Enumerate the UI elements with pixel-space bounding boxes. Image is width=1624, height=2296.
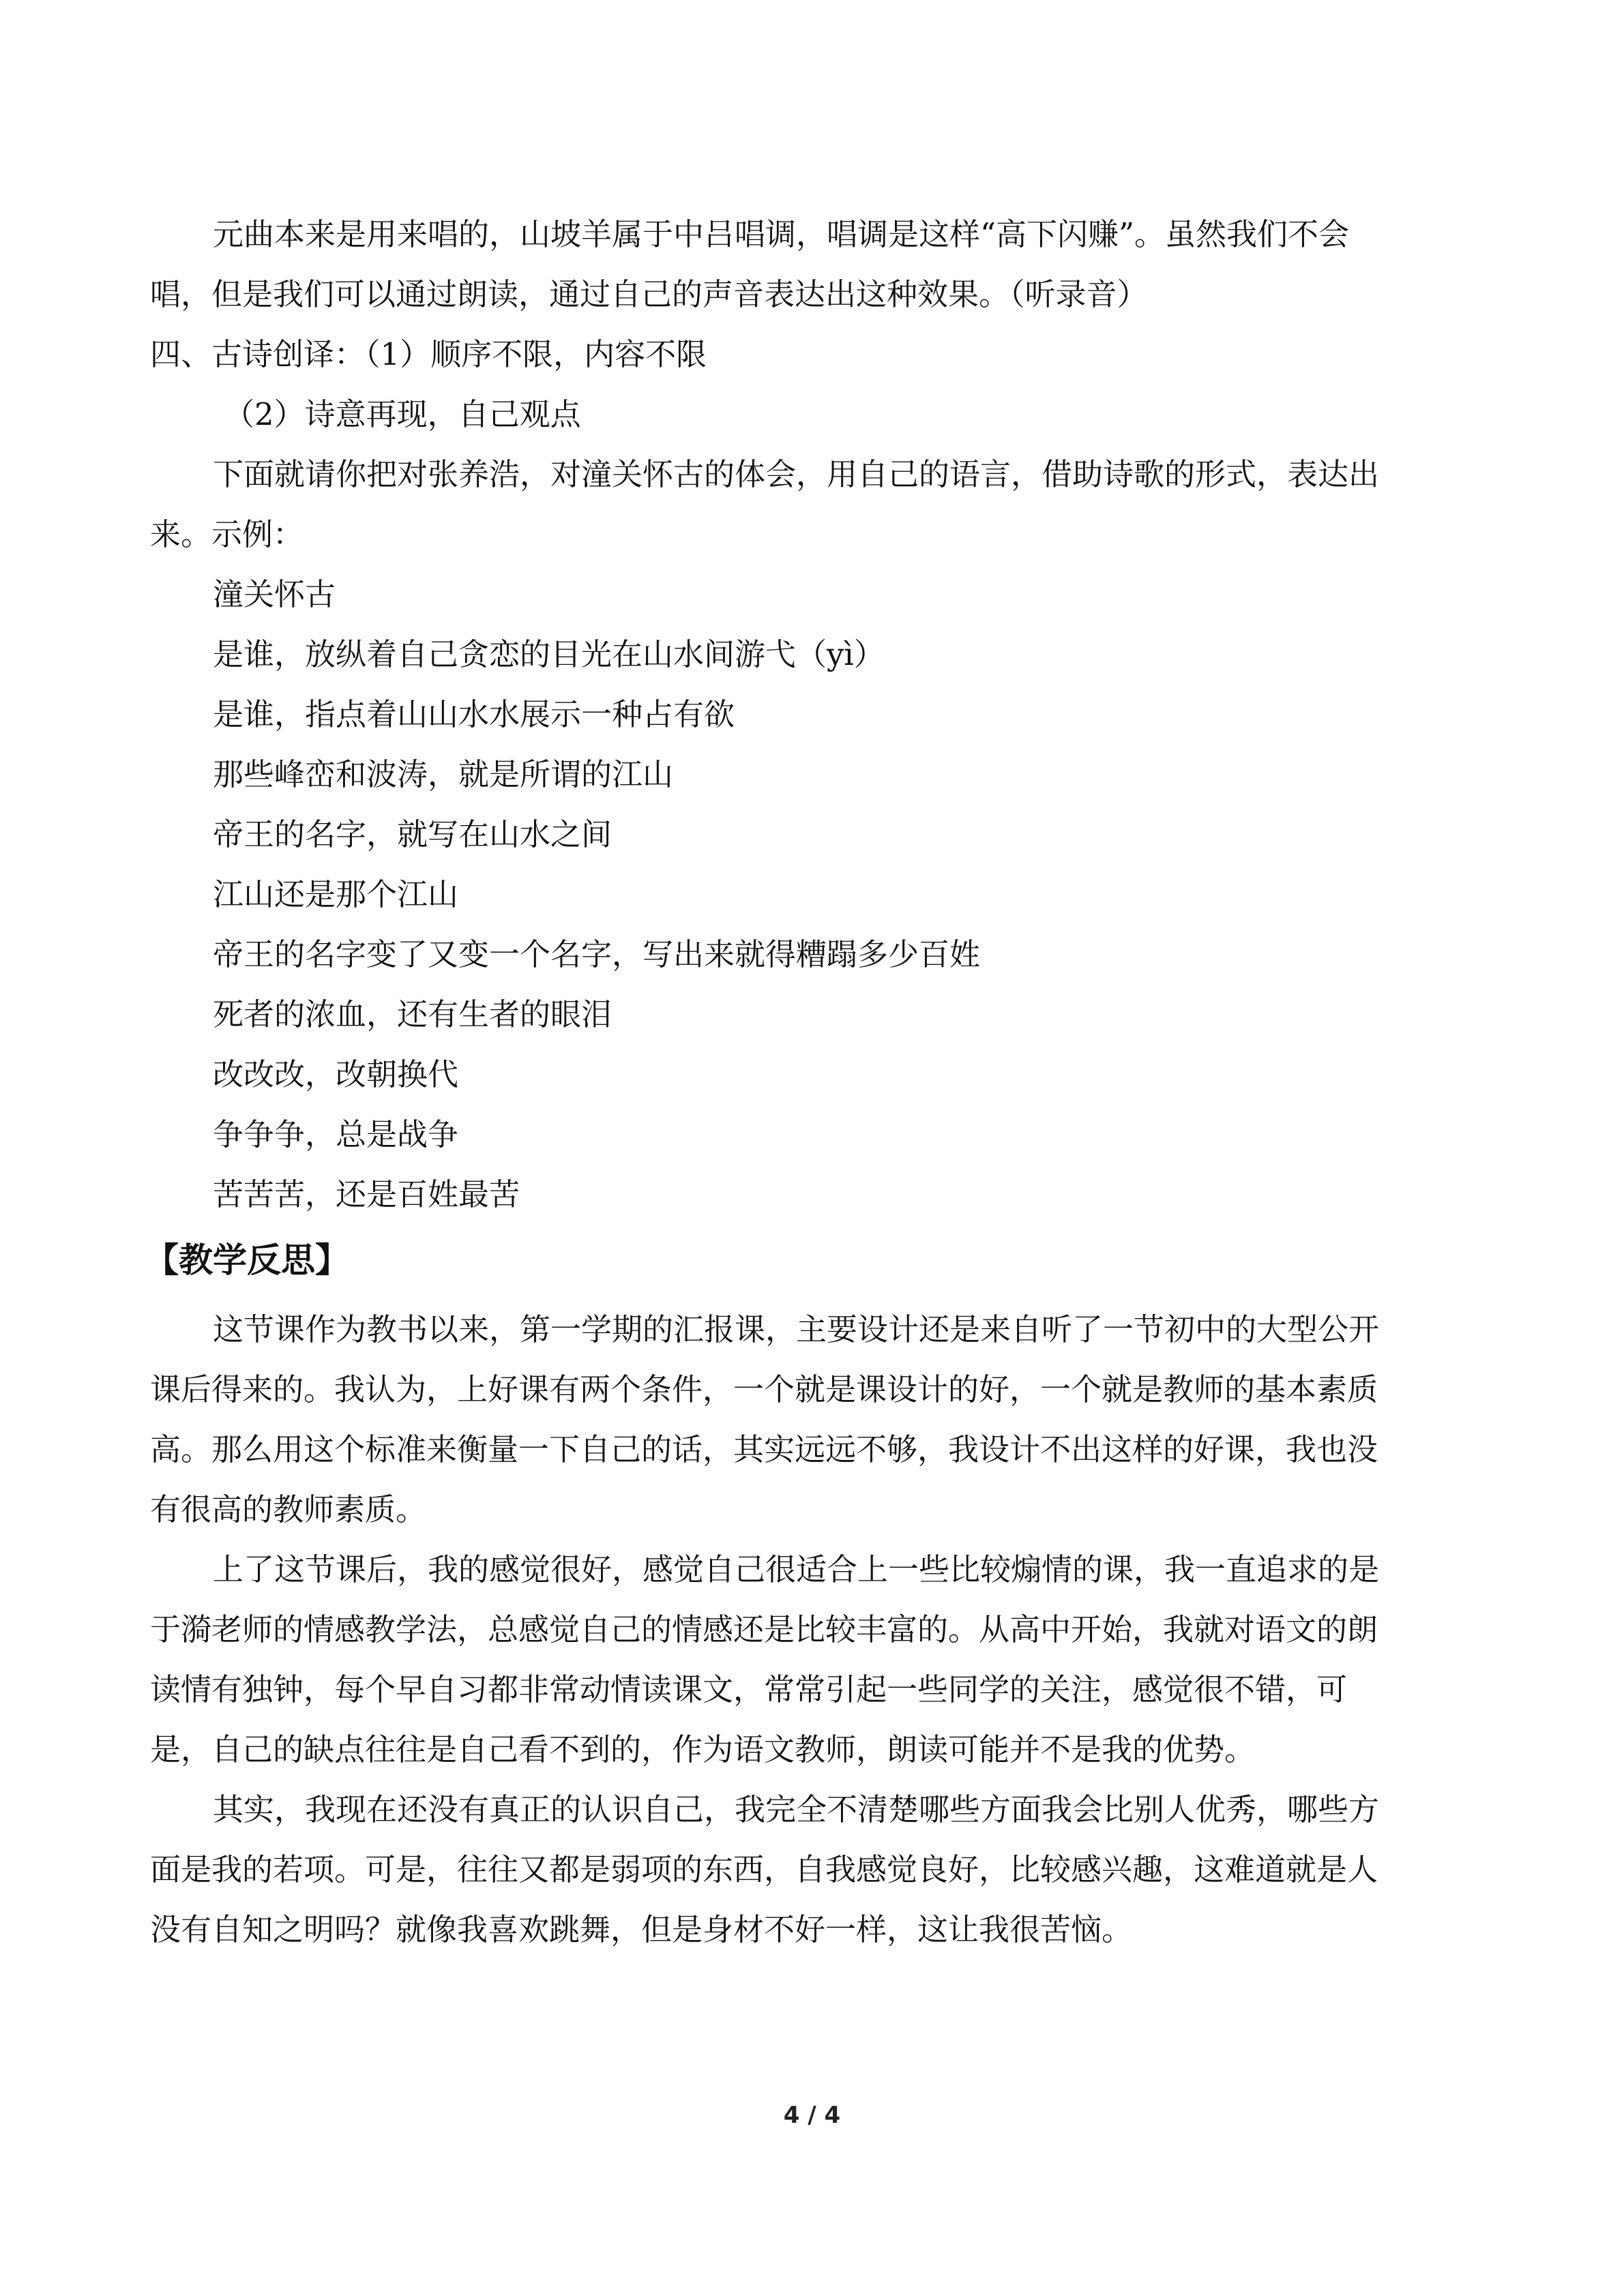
poem-line: 是谁，指点着山山水水展示一种占有欲 bbox=[213, 696, 735, 732]
reflection-paragraph bbox=[150, 1780, 1460, 1960]
poem-line: 死者的浓血，还有生者的眼泪 bbox=[213, 996, 612, 1032]
poem bbox=[150, 565, 1460, 1225]
page-number: 4 / 4 bbox=[783, 2102, 841, 2129]
poem-line: 改改改，改朝换代 bbox=[213, 1056, 459, 1092]
poem-title: 潼关怀古 bbox=[213, 576, 336, 612]
poem-line: 帝王的名字，就写在山水之间 bbox=[213, 816, 612, 852]
paragraph-line: 有很高的教师素质。 bbox=[150, 1491, 427, 1527]
paragraph-line: 高。那么用这个标准来衡量一下自己的话，其实远远不够，我设计不出这样的好课，我也没 bbox=[150, 1431, 1378, 1467]
paragraph-line: 是，自己的缺点往往是自己看不到的，作为语文教师，朗读可能并不是我的优势。 bbox=[150, 1731, 1256, 1768]
section-four-sub-item: （2）诗意再现，自己观点 bbox=[224, 396, 581, 432]
document-page bbox=[145, 205, 1460, 1960]
paragraph-line: 于漪老师的情感教学法，总感觉自己的情感还是比较丰富的。从高中开始，我就对语文的朗 bbox=[150, 1611, 1378, 1648]
reflection-paragraph bbox=[150, 1300, 1460, 1540]
paragraph-line: 读情有独钟，每个早自习都非常动情读课文，常常引起一些同学的关注，感觉很不错，可 bbox=[150, 1671, 1348, 1708]
paragraph-line: 唱，但是我们可以通过朗读，通过自己的声音表达出这种效果。（听录音） bbox=[150, 276, 1148, 312]
poem-line: 那些峰峦和波涛，就是所谓的江山 bbox=[213, 756, 674, 792]
poem-line: 是谁，放纵着自己贪恋的目光在山水间游弋（yì） bbox=[213, 636, 885, 672]
section-four-title: 四、古诗创译：（1）顺序不限，内容不限 bbox=[150, 336, 707, 372]
paragraph-line: 这节课作为教书以来，第一学期的汇报课，主要设计还是来自听了一节初中的大型公开 bbox=[213, 1311, 1380, 1347]
paragraph-line: 元曲本来是用来唱的，山坡羊属于中吕唱调，唱调是这样“高下闪赚”。虽然我们不会 bbox=[213, 216, 1350, 252]
poem-line: 苦苦苦，还是百姓最苦 bbox=[213, 1176, 520, 1212]
paragraph-line: 面是我的若项。可是，往往又都是弱项的东西，自我感觉良好，比较感兴趣，这难道就是人 bbox=[150, 1851, 1378, 1888]
paragraph-line: 上了这节课后，我的感觉很好，感觉自己很适合上一些比较煽情的课，我一直追求的是 bbox=[213, 1551, 1380, 1587]
paragraph-line: 其实，我现在还没有真正的认识自己，我完全不清楚哪些方面我会比别人优秀，哪些方 bbox=[213, 1791, 1380, 1828]
reflection-heading: 【教学反思】 bbox=[145, 1240, 349, 1280]
paragraph-line: 下面就请你把对张养浩，对潼关怀古的体会，用自己的语言，借助诗歌的形式，表达出 bbox=[213, 456, 1380, 492]
poem-line: 争争争，总是战争 bbox=[213, 1116, 459, 1152]
reflection-paragraph bbox=[150, 1540, 1460, 1780]
paragraph-line: 没有自知之明吗？就像我喜欢跳舞，但是身材不好一样，这让我很苦恼。 bbox=[150, 1911, 1133, 1948]
poem-line: 帝王的名字变了又变一个名字，写出来就得糟蹋多少百姓 bbox=[213, 936, 981, 972]
paragraph-line: 课后得来的。我认为，上好课有两个条件，一个就是课设计的好，一个就是教师的基本素质 bbox=[150, 1371, 1378, 1407]
paragraph-line: 来。示例： bbox=[150, 516, 304, 552]
poem-line: 江山还是那个江山 bbox=[213, 876, 459, 912]
